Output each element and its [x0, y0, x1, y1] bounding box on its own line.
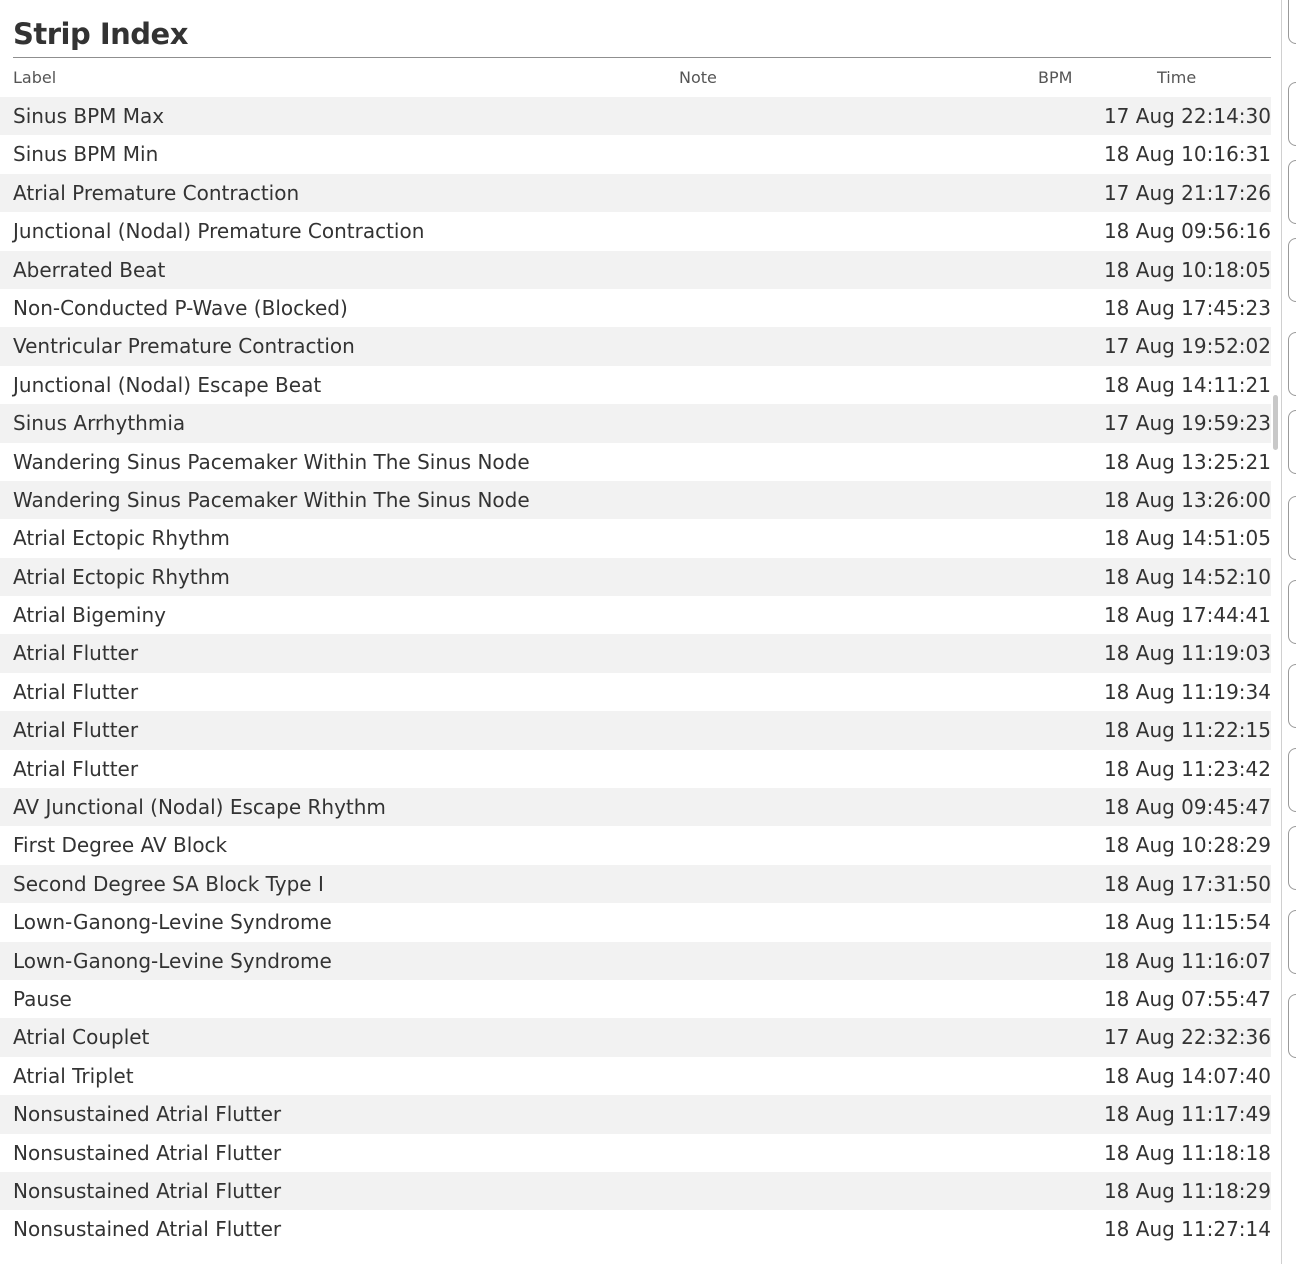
row-label: Atrial Premature Contraction: [13, 180, 300, 205]
side-tab[interactable]: [1288, 664, 1296, 728]
row-time: 18 Aug 11:27:14: [1103, 1217, 1271, 1242]
table-row[interactable]: [0, 788, 1271, 826]
row-label: Atrial Flutter: [13, 679, 139, 704]
side-tab[interactable]: [1288, 826, 1296, 890]
row-label: Lown-Ganong-Levine Syndrome: [13, 910, 332, 935]
row-time: 18 Aug 11:23:42: [1103, 756, 1271, 781]
table-row[interactable]: [0, 1095, 1271, 1133]
row-time: 18 Aug 17:31:50: [1103, 871, 1271, 896]
row-time: 18 Aug 11:16:07: [1103, 948, 1271, 973]
row-time: 18 Aug 09:56:16: [1103, 219, 1271, 244]
table-row[interactable]: [0, 673, 1271, 711]
table-row[interactable]: [0, 826, 1271, 864]
side-tab-strip: [1281, 0, 1296, 1264]
row-time: 18 Aug 11:22:15: [1103, 718, 1271, 743]
row-label: First Degree AV Block: [13, 833, 228, 858]
table-row[interactable]: [0, 366, 1271, 404]
table-row[interactable]: [0, 1057, 1271, 1095]
row-time: 18 Aug 14:52:10: [1103, 564, 1271, 589]
table-row[interactable]: [0, 596, 1271, 634]
row-label: AV Junctional (Nodal) Escape Rhythm: [13, 795, 386, 820]
row-time: 18 Aug 13:26:00: [1103, 487, 1271, 512]
table-header: [0, 62, 1271, 94]
table-row[interactable]: [0, 865, 1271, 903]
row-time: 17 Aug 22:32:36: [1103, 1025, 1271, 1050]
row-time: 18 Aug 11:17:49: [1103, 1102, 1271, 1127]
table-row[interactable]: [0, 174, 1271, 212]
row-label: Atrial Triplet: [13, 1063, 134, 1088]
row-time: 18 Aug 10:16:31: [1103, 142, 1271, 167]
column-header-note[interactable]: Note: [679, 68, 717, 87]
row-label: Lown-Ganong-Levine Syndrome: [13, 948, 332, 973]
scrollbar-thumb[interactable]: [1273, 395, 1278, 450]
row-label: Aberrated Beat: [13, 257, 166, 282]
row-time: 18 Aug 11:18:29: [1103, 1178, 1271, 1203]
table-row[interactable]: [0, 289, 1271, 327]
row-label: Ventricular Premature Contraction: [13, 334, 355, 359]
row-time: 17 Aug 21:17:26: [1103, 180, 1271, 205]
row-time: 18 Aug 09:45:47: [1103, 795, 1271, 820]
side-tab[interactable]: [1288, 994, 1296, 1058]
row-label: Atrial Bigeminy: [13, 603, 166, 628]
table-row[interactable]: [0, 903, 1271, 941]
row-label: Pause: [13, 986, 72, 1011]
row-time: 18 Aug 07:55:47: [1103, 986, 1271, 1011]
row-label: Atrial Ectopic Rhythm: [13, 564, 230, 589]
table-row[interactable]: [0, 750, 1271, 788]
side-tab[interactable]: [1288, 410, 1296, 474]
table-row[interactable]: [0, 251, 1271, 289]
row-label: Second Degree SA Block Type I: [13, 871, 324, 896]
row-label: Sinus BPM Min: [13, 142, 159, 167]
row-time: 18 Aug 11:15:54: [1103, 910, 1271, 935]
side-tab[interactable]: [1288, 82, 1296, 146]
row-time: 18 Aug 14:11:21: [1103, 372, 1271, 397]
row-time: 17 Aug 22:14:30: [1103, 104, 1271, 128]
row-label: Sinus BPM Max: [13, 104, 165, 128]
column-header-label[interactable]: Label: [13, 68, 57, 87]
side-tab[interactable]: [1288, 748, 1296, 812]
table-row[interactable]: [0, 481, 1271, 519]
row-label: Non-Conducted P-Wave (Blocked): [13, 295, 348, 320]
table-row[interactable]: [0, 135, 1271, 173]
side-tab[interactable]: [1288, 580, 1296, 644]
column-header-time[interactable]: Time: [1157, 68, 1197, 87]
row-label: Junctional (Nodal) Premature Contraction: [13, 219, 425, 244]
row-time: 18 Aug 11:19:03: [1103, 641, 1271, 666]
table-row[interactable]: [0, 1018, 1271, 1056]
row-label: Atrial Flutter: [13, 718, 139, 743]
table-row[interactable]: [0, 327, 1271, 365]
row-time: 18 Aug 17:44:41: [1103, 603, 1271, 628]
table-row[interactable]: [0, 942, 1271, 980]
row-label: Wandering Sinus Pacemaker Within The Sinus Node: [13, 487, 530, 512]
row-time: 18 Aug 17:45:23: [1103, 295, 1271, 320]
row-label: Nonsustained Atrial Flutter: [13, 1140, 282, 1165]
row-label: Wandering Sinus Pacemaker Within The Sinus Node: [13, 449, 530, 474]
column-header-bpm[interactable]: BPM: [1038, 68, 1073, 87]
strip-list: [0, 97, 1271, 1249]
row-label: Atrial Flutter: [13, 756, 139, 781]
row-label: Atrial Flutter: [13, 641, 139, 666]
row-time: 18 Aug 11:18:18: [1103, 1140, 1271, 1165]
row-label: Nonsustained Atrial Flutter: [13, 1178, 282, 1203]
row-time: 18 Aug 14:07:40: [1103, 1063, 1271, 1088]
row-time: 17 Aug 19:59:23: [1103, 411, 1271, 436]
row-time: 18 Aug 10:28:29: [1103, 833, 1271, 858]
row-time: 18 Aug 14:51:05: [1103, 526, 1271, 551]
row-time: 17 Aug 19:52:02: [1103, 334, 1271, 359]
side-tab[interactable]: [1288, 0, 1296, 44]
table-row[interactable]: [0, 97, 1271, 135]
side-tab[interactable]: [1288, 160, 1296, 224]
table-row[interactable]: [0, 558, 1271, 596]
table-row[interactable]: [0, 212, 1271, 250]
table-row[interactable]: [0, 519, 1271, 557]
row-label: Nonsustained Atrial Flutter: [13, 1102, 282, 1127]
table-row[interactable]: [0, 1172, 1271, 1210]
side-tab[interactable]: [1288, 910, 1296, 974]
side-tab[interactable]: [1288, 332, 1296, 396]
side-tab[interactable]: [1288, 496, 1296, 560]
row-time: 18 Aug 13:25:21: [1103, 449, 1271, 474]
row-time: 18 Aug 11:19:34: [1103, 679, 1271, 704]
title-divider: [13, 57, 1271, 58]
row-label: Sinus Arrhythmia: [13, 411, 186, 436]
table-row[interactable]: [0, 1210, 1271, 1248]
table-row[interactable]: [0, 980, 1271, 1018]
row-label: Junctional (Nodal) Escape Beat: [13, 372, 322, 397]
table-row[interactable]: [0, 711, 1271, 749]
row-label: Atrial Ectopic Rhythm: [13, 526, 230, 551]
row-time: 18 Aug 10:18:05: [1103, 257, 1271, 282]
side-tab[interactable]: [1288, 238, 1296, 302]
row-label: Atrial Couplet: [13, 1025, 150, 1050]
table-row[interactable]: [0, 404, 1271, 442]
row-label: Nonsustained Atrial Flutter: [13, 1217, 282, 1242]
page-title: Strip Index: [13, 17, 188, 51]
table-row[interactable]: [0, 443, 1271, 481]
table-row[interactable]: [0, 1134, 1271, 1172]
table-row[interactable]: [0, 634, 1271, 672]
